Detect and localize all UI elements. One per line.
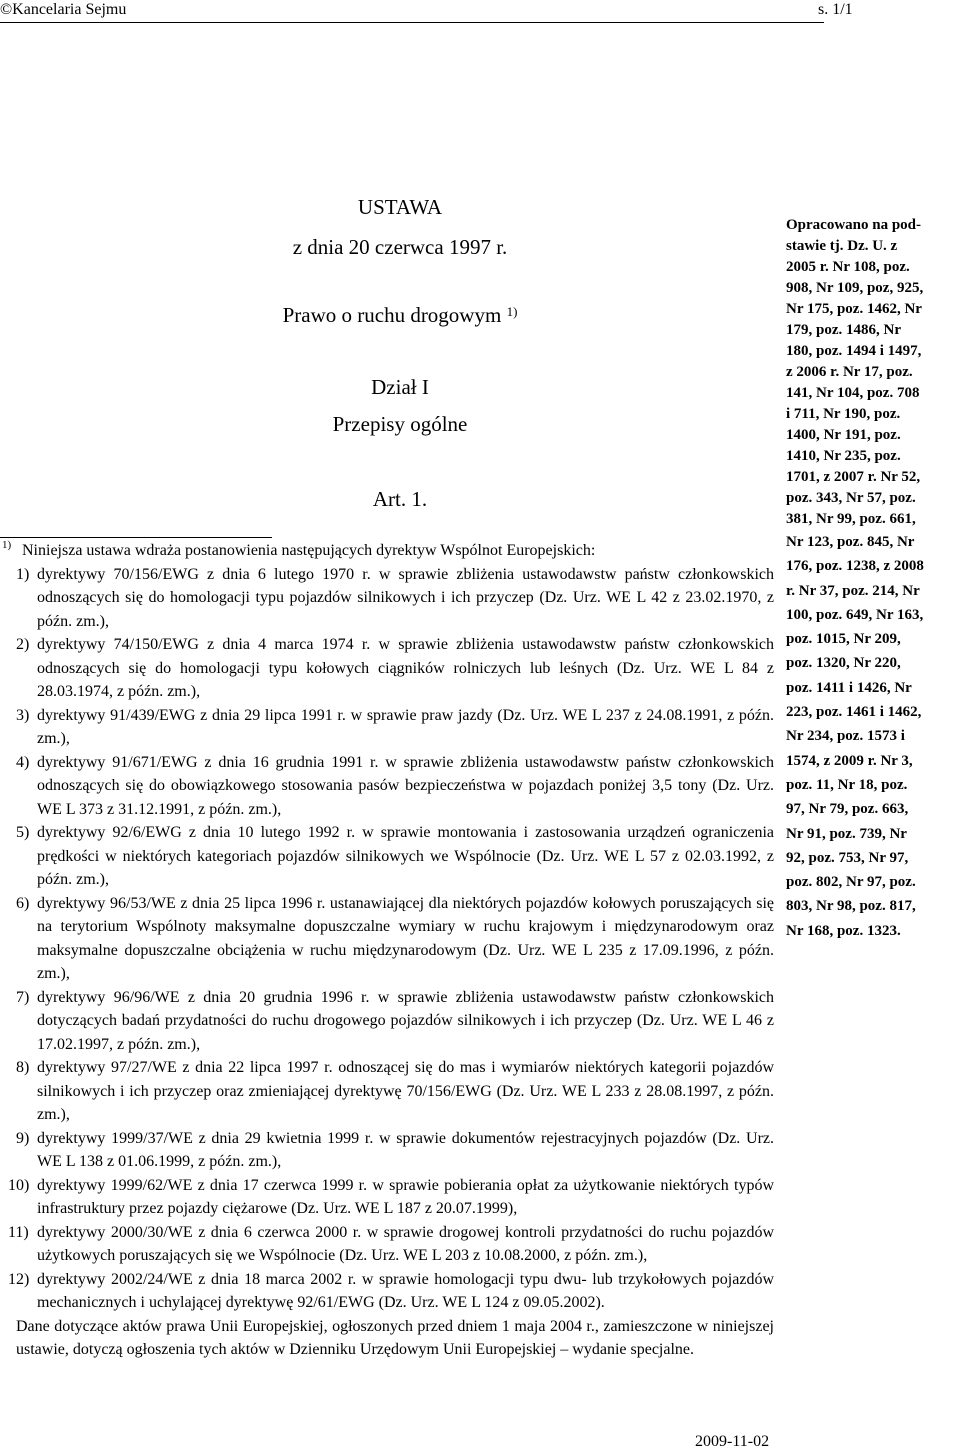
header-page-number: s. 1/1 — [818, 1, 853, 18]
directive-item-number: 1) — [16, 565, 30, 583]
directive-item — [2, 1174, 774, 1221]
section-title: Przepisy ogólne — [332, 412, 468, 436]
directive-item-number: 6) — [16, 894, 30, 912]
source-note-line: 803, Nr 98, poz. 817, — [786, 898, 916, 915]
directive-item-text: dyrektywy 1999/37/WE z dnia 29 kwietnia 1999 r. w sprawie dokumentów rejestracyjnych pojazdów (Dz. Urz. WE L 138 z 01.06.1999, z późn. zm.), — [37, 1129, 774, 1170]
source-note-top — [786, 215, 960, 530]
directive-item — [2, 704, 774, 751]
footnote-divider — [0, 537, 272, 538]
document-name — [0, 302, 800, 331]
document-title: USTAWA — [357, 195, 443, 219]
document-name-text: Prawo o ruchu drogowym — [282, 303, 502, 327]
directive-item-number: 9) — [16, 1129, 30, 1147]
directive-item — [2, 1056, 774, 1127]
source-note-line: poz. 1320, Nr 220, — [786, 655, 901, 672]
directive-item-number: 5) — [16, 824, 30, 841]
source-note-line: 1701, z 2007 r. Nr 52, — [786, 469, 921, 485]
directive-item — [2, 821, 774, 892]
source-note-line: 179, poz. 1486, Nr — [786, 322, 901, 338]
source-note-line: 141, Nr 104, poz. 708 — [786, 385, 920, 401]
source-note-line: poz. 1411 i 1426, Nr — [786, 679, 912, 696]
source-note-line: Nr 123, poz. 845, Nr — [786, 534, 915, 550]
directive-item-number: 7) — [16, 988, 30, 1006]
directive-item — [2, 1221, 774, 1268]
source-note-line: z 2006 r. Nr 17, poz. — [786, 364, 913, 380]
source-note-line: 1400, Nr 191, poz. — [786, 427, 901, 443]
directive-item-number: 8) — [16, 1059, 30, 1076]
directive-item — [2, 986, 774, 1057]
source-note-line: 223, poz. 1461 i 1462, — [786, 704, 922, 721]
directive-item-number: 3) — [16, 706, 30, 724]
source-note-bottom — [786, 530, 960, 943]
section-heading: Dział I — [371, 375, 429, 399]
directive-item-text: dyrektywy 96/96/WE z dnia 20 grudnia 1996 r. w sprawie zbliżenia ustawodawstw państw członkowskich dotyczących badań przydatności do ruchu drogowego pojazdów silnikowych i ich przyczep (Dz. Urz. WE L 46 z 17.02.1997, z późn. zm.), — [37, 988, 774, 1053]
source-note-line: Nr 175, poz. 1462, Nr — [786, 301, 922, 317]
directive-item — [2, 892, 774, 986]
header-copyright: ©Kancelaria Sejmu — [0, 1, 127, 18]
footnote-intro-text: Niniejsza ustawa wdraża postanowienia następujących dyrektyw Wspólnot Europejskich: — [22, 542, 596, 559]
source-note-line: 97, Nr 79, poz. 663, — [786, 801, 909, 818]
directive-item-text: dyrektywy 2000/30/WE z dnia 6 czerwca 2000 r. w sprawie drogowej kontroli przydatności do ruchu pojazdów użytkowych poruszających się we Wspólnocie (Dz. Urz. WE L 203 z 10.08.2000, z późn. zm.), — [37, 1223, 774, 1264]
directive-list — [2, 563, 774, 1315]
source-note-line: poz. 343, Nr 57, poz. — [786, 490, 916, 506]
directive-item-text: dyrektywy 2002/24/WE z dnia 18 marca 2002 r. w sprawie homologacji typu dwu- lub trzykołowych pojazdów mechanicznych i uchylającej dyrektywę 92/61/EWG (Dz. Urz. WE L 124 z 09.05.2002). — [37, 1270, 774, 1311]
source-note-line: poz. 1015, Nr 209, — [786, 631, 901, 648]
source-note-line: poz. 802, Nr 97, poz. — [786, 874, 916, 891]
source-note-line: Nr 168, poz. 1323. — [786, 922, 901, 939]
source-note-line: 1574, z 2009 r. Nr 3, — [786, 752, 913, 769]
document-name-footnote-marker: 1) — [506, 304, 518, 319]
source-note-line: 100, poz. 649, Nr 163, — [786, 606, 924, 623]
source-note-line: 908, Nr 109, poz, 925, — [786, 280, 924, 296]
directive-item-text: dyrektywy 74/150/EWG z dnia 4 marca 1974 r. w sprawie zbliżenia ustawodawstw państw członkowskich odnoszących się do homologacji typu kołowych ciągników rolniczych lub leśnych (Dz. Urz. WE L 84 z 28.03.1974, z późn. zm.), — [37, 636, 774, 700]
footer-date: 2009-11-02 — [695, 1433, 770, 1450]
page-header — [0, 0, 960, 19]
sidebar-source-note — [786, 215, 960, 943]
directive-item-number: 12) — [8, 1270, 30, 1288]
source-note-line: Opracowano na pod- — [786, 217, 922, 233]
directive-item-text: dyrektywy 92/6/EWG z dnia 10 lutego 1992 r. w sprawie montowania i zastosowania urządzeń ograniczenia prędkości w niektórych kategoriach pojazdów silnikowych we Wspólnocie (Dz. Urz. WE L 57 z 02.03.1992, z późn. zm.), — [37, 824, 774, 888]
directive-item-number: 11) — [8, 1223, 29, 1241]
header-divider — [0, 22, 824, 23]
source-note-line: poz. 11, Nr 18, poz. — [786, 776, 908, 793]
directive-item — [2, 1127, 774, 1174]
directive-item-text: dyrektywy 1999/62/WE z dnia 17 czerwca 1999 r. w sprawie pobierania opłat za użytkowanie niektórych typów infrastruktury przez pojazdy ciężarowe (Dz. Urz. WE L 187 z 20.07.1999), — [37, 1176, 774, 1217]
directive-item-number: 4) — [16, 753, 30, 771]
source-note-line: Nr 91, poz. 739, Nr — [786, 825, 907, 842]
source-note-line: 180, poz. 1494 i 1497, — [786, 343, 922, 359]
source-note-line: 2005 r. Nr 108, poz. — [786, 259, 910, 275]
footnote-closing-note: Dane dotyczące aktów prawa Unii Europejskiej, ogłoszonych przed dniem 1 maja 2004 r., zamieszczone w niniejszej ustawie, dotyczą ogłoszenia tych aktów w Dzienniku Urzędowym Unii Europejskiej – wydanie specjalne. — [16, 1317, 774, 1358]
source-note-line: r. Nr 37, poz. 214, Nr — [786, 582, 920, 599]
directive-item-number: 2) — [16, 636, 30, 653]
footnote-marker: 1) — [2, 539, 12, 551]
directive-item-number: 10) — [8, 1176, 30, 1194]
directive-item-text: dyrektywy 91/671/EWG z dnia 16 grudnia 1991 r. w sprawie zbliżenia ustawodawstw państw członkowskich odnoszących się do obowiązkowego stosowania pasów bezpieczeństwa w pojazdach poniżej 3,5 tony (Dz. Urz. WE L 373 z 31.12.1991, z późn. zm.), — [37, 753, 774, 818]
source-note-line: 381, Nr 99, poz. 661, — [786, 511, 916, 527]
source-note-line: Nr 234, poz. 1573 i — [786, 728, 905, 745]
document-date: z dnia 20 czerwca 1997 r. — [292, 235, 508, 259]
footnote-section — [2, 539, 774, 1362]
source-note-line: 1410, Nr 235, poz. — [786, 448, 901, 464]
article-heading: Art. 1. — [372, 487, 428, 511]
directive-item-text: dyrektywy 96/53/WE z dnia 25 lipca 1996 r. ustanawiającej dla niektórych pojazdów kołowych poruszających się na terytorium Wspólnoty maksymalne dopuszczalne wymiary w ruchu krajowym i międzynarodowym oraz maksymalne dopuszczalne obciążenia w ruchu międzynarodowym (Dz. Urz. WE L 235 z 17.09.1996, z późn. zm.), — [37, 894, 774, 982]
directive-item — [2, 563, 774, 634]
source-note-line: 92, poz. 753, Nr 97, — [786, 849, 909, 866]
source-note-line: stawie tj. Dz. U. z — [786, 238, 898, 254]
directive-item — [2, 633, 774, 704]
directive-item — [2, 1268, 774, 1315]
directive-item-text: dyrektywy 91/439/EWG z dnia 29 lipca 1991 r. w sprawie praw jazdy (Dz. Urz. WE L 237 z 24.08.1991, z późn. zm.), — [37, 706, 774, 747]
directive-item-text: dyrektywy 97/27/WE z dnia 22 lipca 1997 r. odnoszącej się do mas i wymiarów niektórych kategorii pojazdów silnikowych i ich przyczep oraz zmieniającej dyrektywę 70/156/EWG (Dz. Urz. WE L 233 z 28.08.1997, z późn. zm.), — [37, 1059, 774, 1123]
directive-item-text: dyrektywy 70/156/EWG z dnia 6 lutego 1970 r. w sprawie zbliżenia ustawodawstw państw członkowskich odnoszących się do homologacji typu pojazdów silnikowych i ich przyczep (Dz. Urz. WE L 42 z 23.02.1970, z późn. zm.), — [37, 565, 774, 630]
footnote-intro — [2, 539, 774, 563]
directive-item — [2, 751, 774, 822]
source-note-line: 176, poz. 1238, z 2008 — [786, 558, 924, 575]
source-note-line: i 711, Nr 190, poz. — [786, 406, 901, 422]
